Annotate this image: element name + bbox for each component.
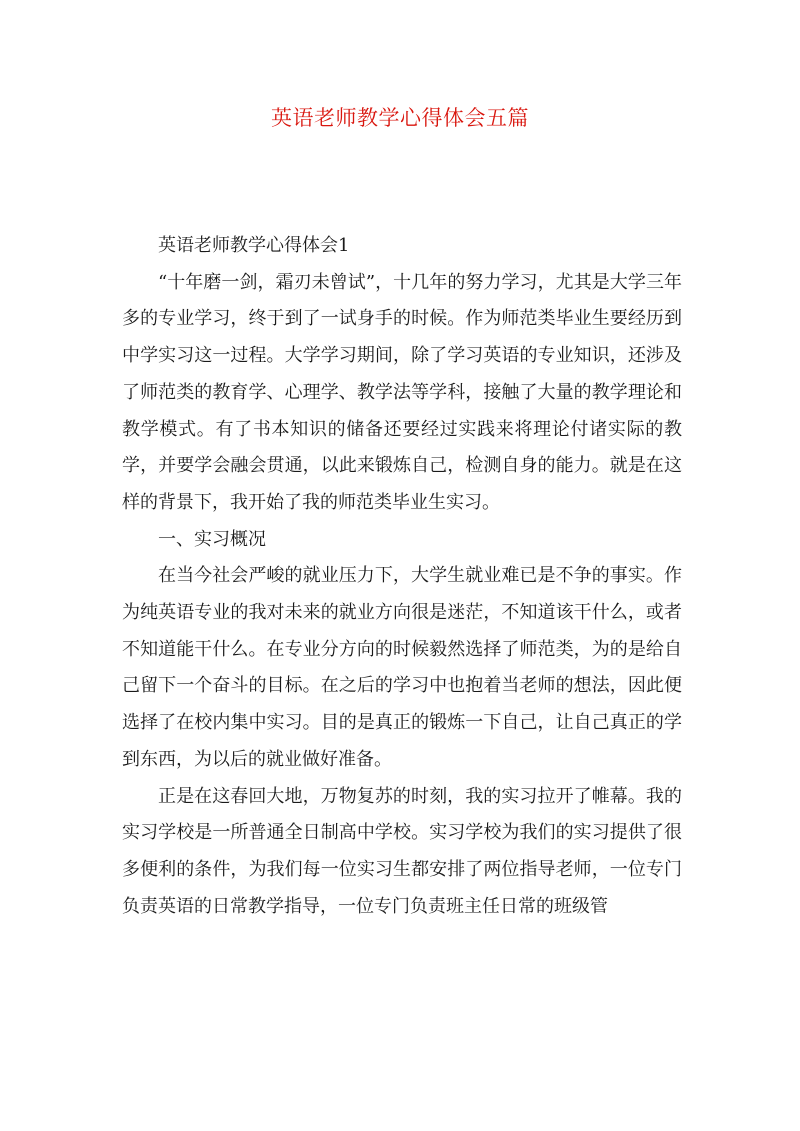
document-body (122, 228, 682, 925)
paragraph-internship-school: 正是在这春回大地，万物复苏的时刻，我的实习拉开了帷幕。我的实习学校是一所普通全日制高中学校。实习学校为我们的实习提供了很多便利的条件，为我们每一位实习生都安排了两位指导老师，一位专门负责英语的日常教学指导，一位专门负责班主任日常的班级管 (122, 785, 682, 917)
paragraph-overview: 在当今社会严峻的就业压力下，大学生就业难已是不争的事实。作为纯英语专业的我对未来的就业方向很是迷茫，不知道该干什么，或者不知道能干什么。在专业分方向的时候毅然选择了师范类，为的是给自己留下一个奋斗的目标。在之后的学习中也抱着当老师的想法，因此便选择了在校内集中实习。目的是真正的锻炼一下自己，让自己真正的学到东西，为以后的就业做好准备。 (122, 565, 682, 770)
paragraph-intro: “十年磨一剑，霜刃未曾试”，十几年的努力学习，尤其是大学三年多的专业学习，终于到了一试身手的时候。作为师范类毕业生要经历到中学实习这一过程。大学学习期间，除了学习英语的专业知识，还涉及了师范类的教育学、心理学、教学法等学科，接触了大量的教学理论和教学模式。有了书本知识的储备还要经过实践来将理论付诸实际的教学，并要学会融会贯通，以此来锻炼自己，检测自身的能力。就是在这样的背景下，我开始了我的师范类毕业生实习。 (122, 271, 682, 513)
section-heading-1: 英语老师教学心得体会1 (158, 235, 350, 256)
section-heading-overview: 一、实习概况 (158, 528, 266, 550)
document-title: 英语老师教学心得体会五篇 (271, 106, 529, 130)
